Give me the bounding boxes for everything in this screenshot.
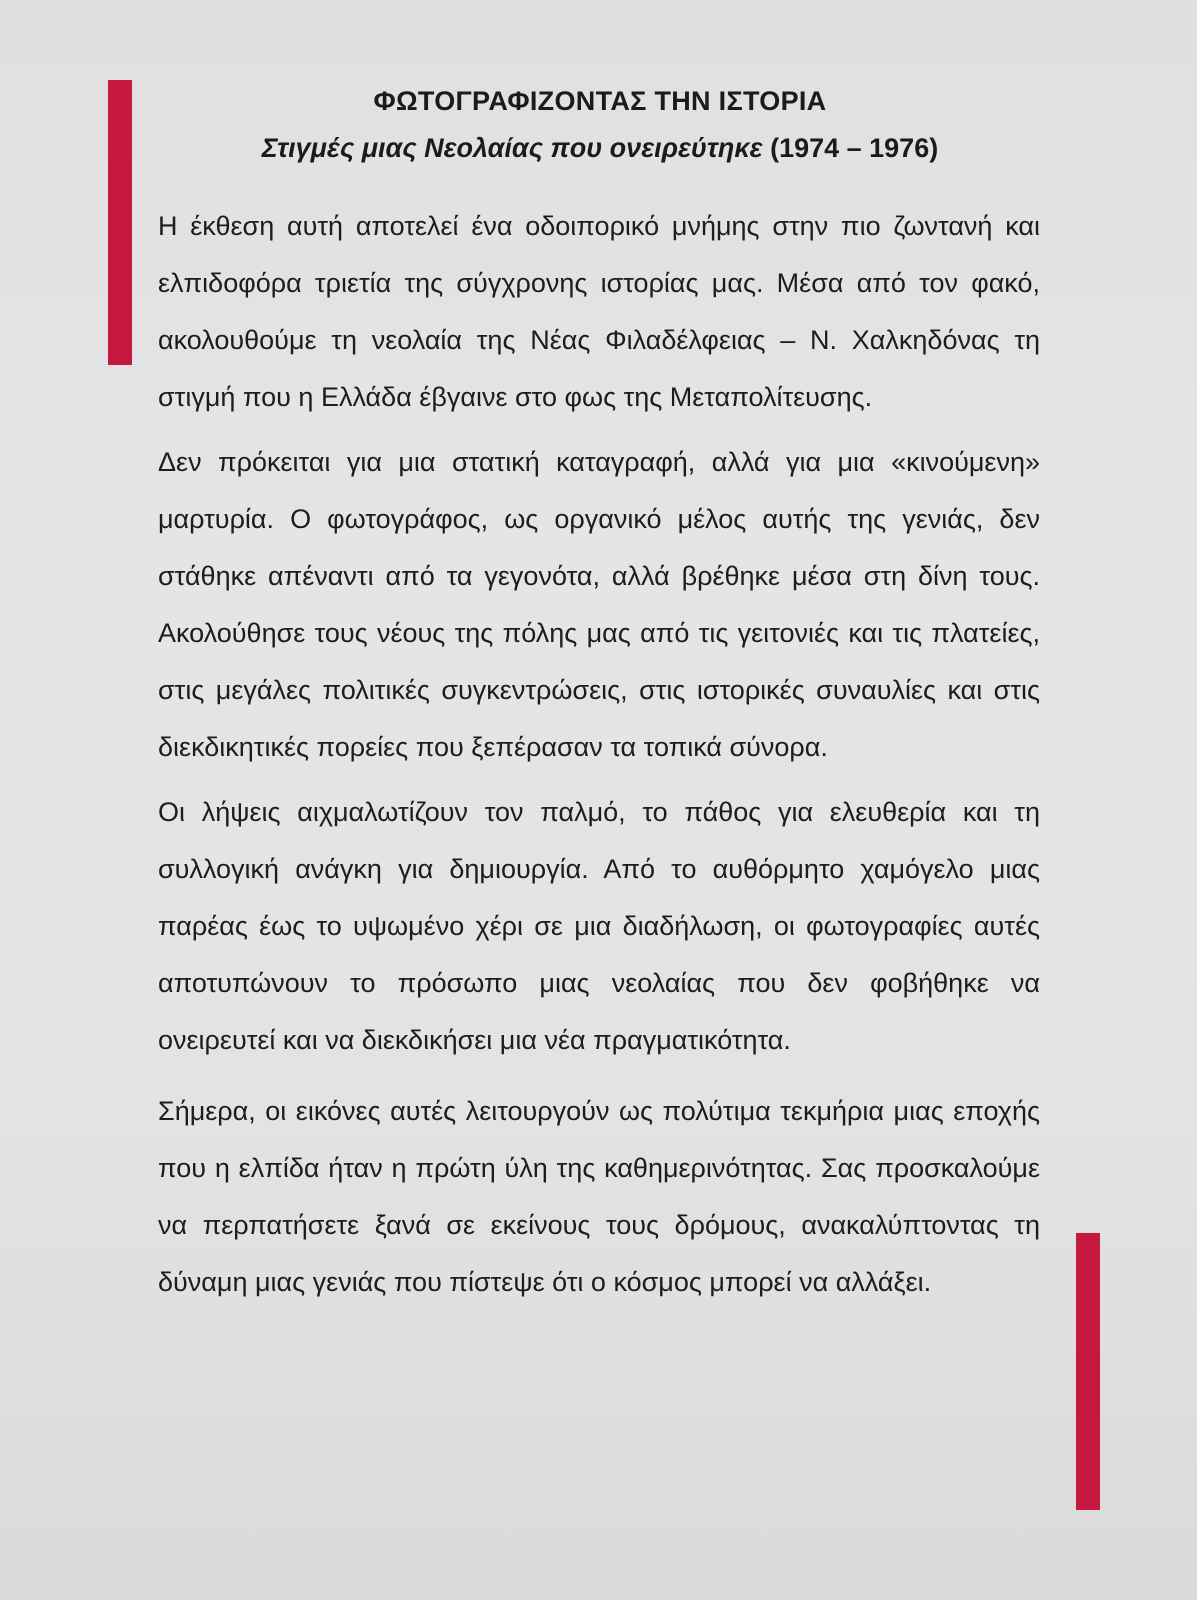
title-block [160,82,1040,168]
paragraph-3: Οι λήψεις αιχμαλωτίζουν τον παλμό, το πάθος για ελευθερία και τη συλλογική ανάγκη για δημιουργία. Από το αυθόρμητο χαμόγελο μιας παρέας έως το υψωμένο χέρι σε μια διαδήλωση, οι φωτογραφίες αυτές αποτυπώνουν το πρόσωπο μιας νεολαίας που δεν φοβήθηκε να ονειρευτεί και να διεκδικήσει μια νέα πραγματικότητα. [158,797,1040,1055]
document-subtitle [160,128,1040,168]
subtitle-text: Στιγμές μιας Νεολαίας που ονειρεύτηκε [261,133,763,163]
document-title: ΦΩΤΟΓΡΑΦΙΖΟΝΤΑΣ ΤΗΝ ΙΣΤΟΡΙΑ [373,86,827,116]
right-accent-bar [1076,1233,1100,1510]
paragraph-4: Σήμερα, οι εικόνες αυτές λειτουργούν ως πολύτιμα τεκμήρια μιας εποχής που η ελπίδα ήταν η πρώτη ύλη της καθημερινότητας. Σας προσκαλούμε να περπατήσετε ξανά σε εκείνους τους δρόμους, ανακαλύπτοντας τη δύναμη μιας γενιάς που πίστεψε ότι ο κόσμος μπορεί να αλλάξει. [158,1096,1040,1297]
left-accent-bar [108,80,132,365]
paragraph-1: Η έκθεση αυτή αποτελεί ένα οδοιπορικό μνήμης στην πιο ζωντανή και ελπιδοφόρα τριετία της σύγχρονης ιστορίας μας. Μέσα από τον φακό, ακολουθούμε τη νεολαία της Νέας Φιλαδέλφειας – Ν. Χαλκηδόνας τη στιγμή που η Ελλάδα έβγαινε στο φως της Μεταπολίτευσης. [158,211,1040,412]
body-text [158,198,1040,1319]
subtitle-years: (1974 – 1976) [762,133,939,163]
paragraph-2: Δεν πρόκειται για μια στατική καταγραφή, αλλά για μια «κινούμενη» μαρτυρία. Ο φωτογράφος, ως οργανικό μέλος αυτής της γενιάς, δεν στάθηκε απέναντι από τα γεγονότα, αλλά βρέθηκε μέσα στη δίνη τους. Ακολούθησε τους νέους της πόλης μας από τις γειτονιές και τις πλατείες, στις μεγάλες πολιτικές συγκεντρώσεις, στις ιστορικές συναυλίες και στις διεκδικητικές πορείες που ξεπέρασαν τα τοπικά σύνορα. [158,447,1040,762]
